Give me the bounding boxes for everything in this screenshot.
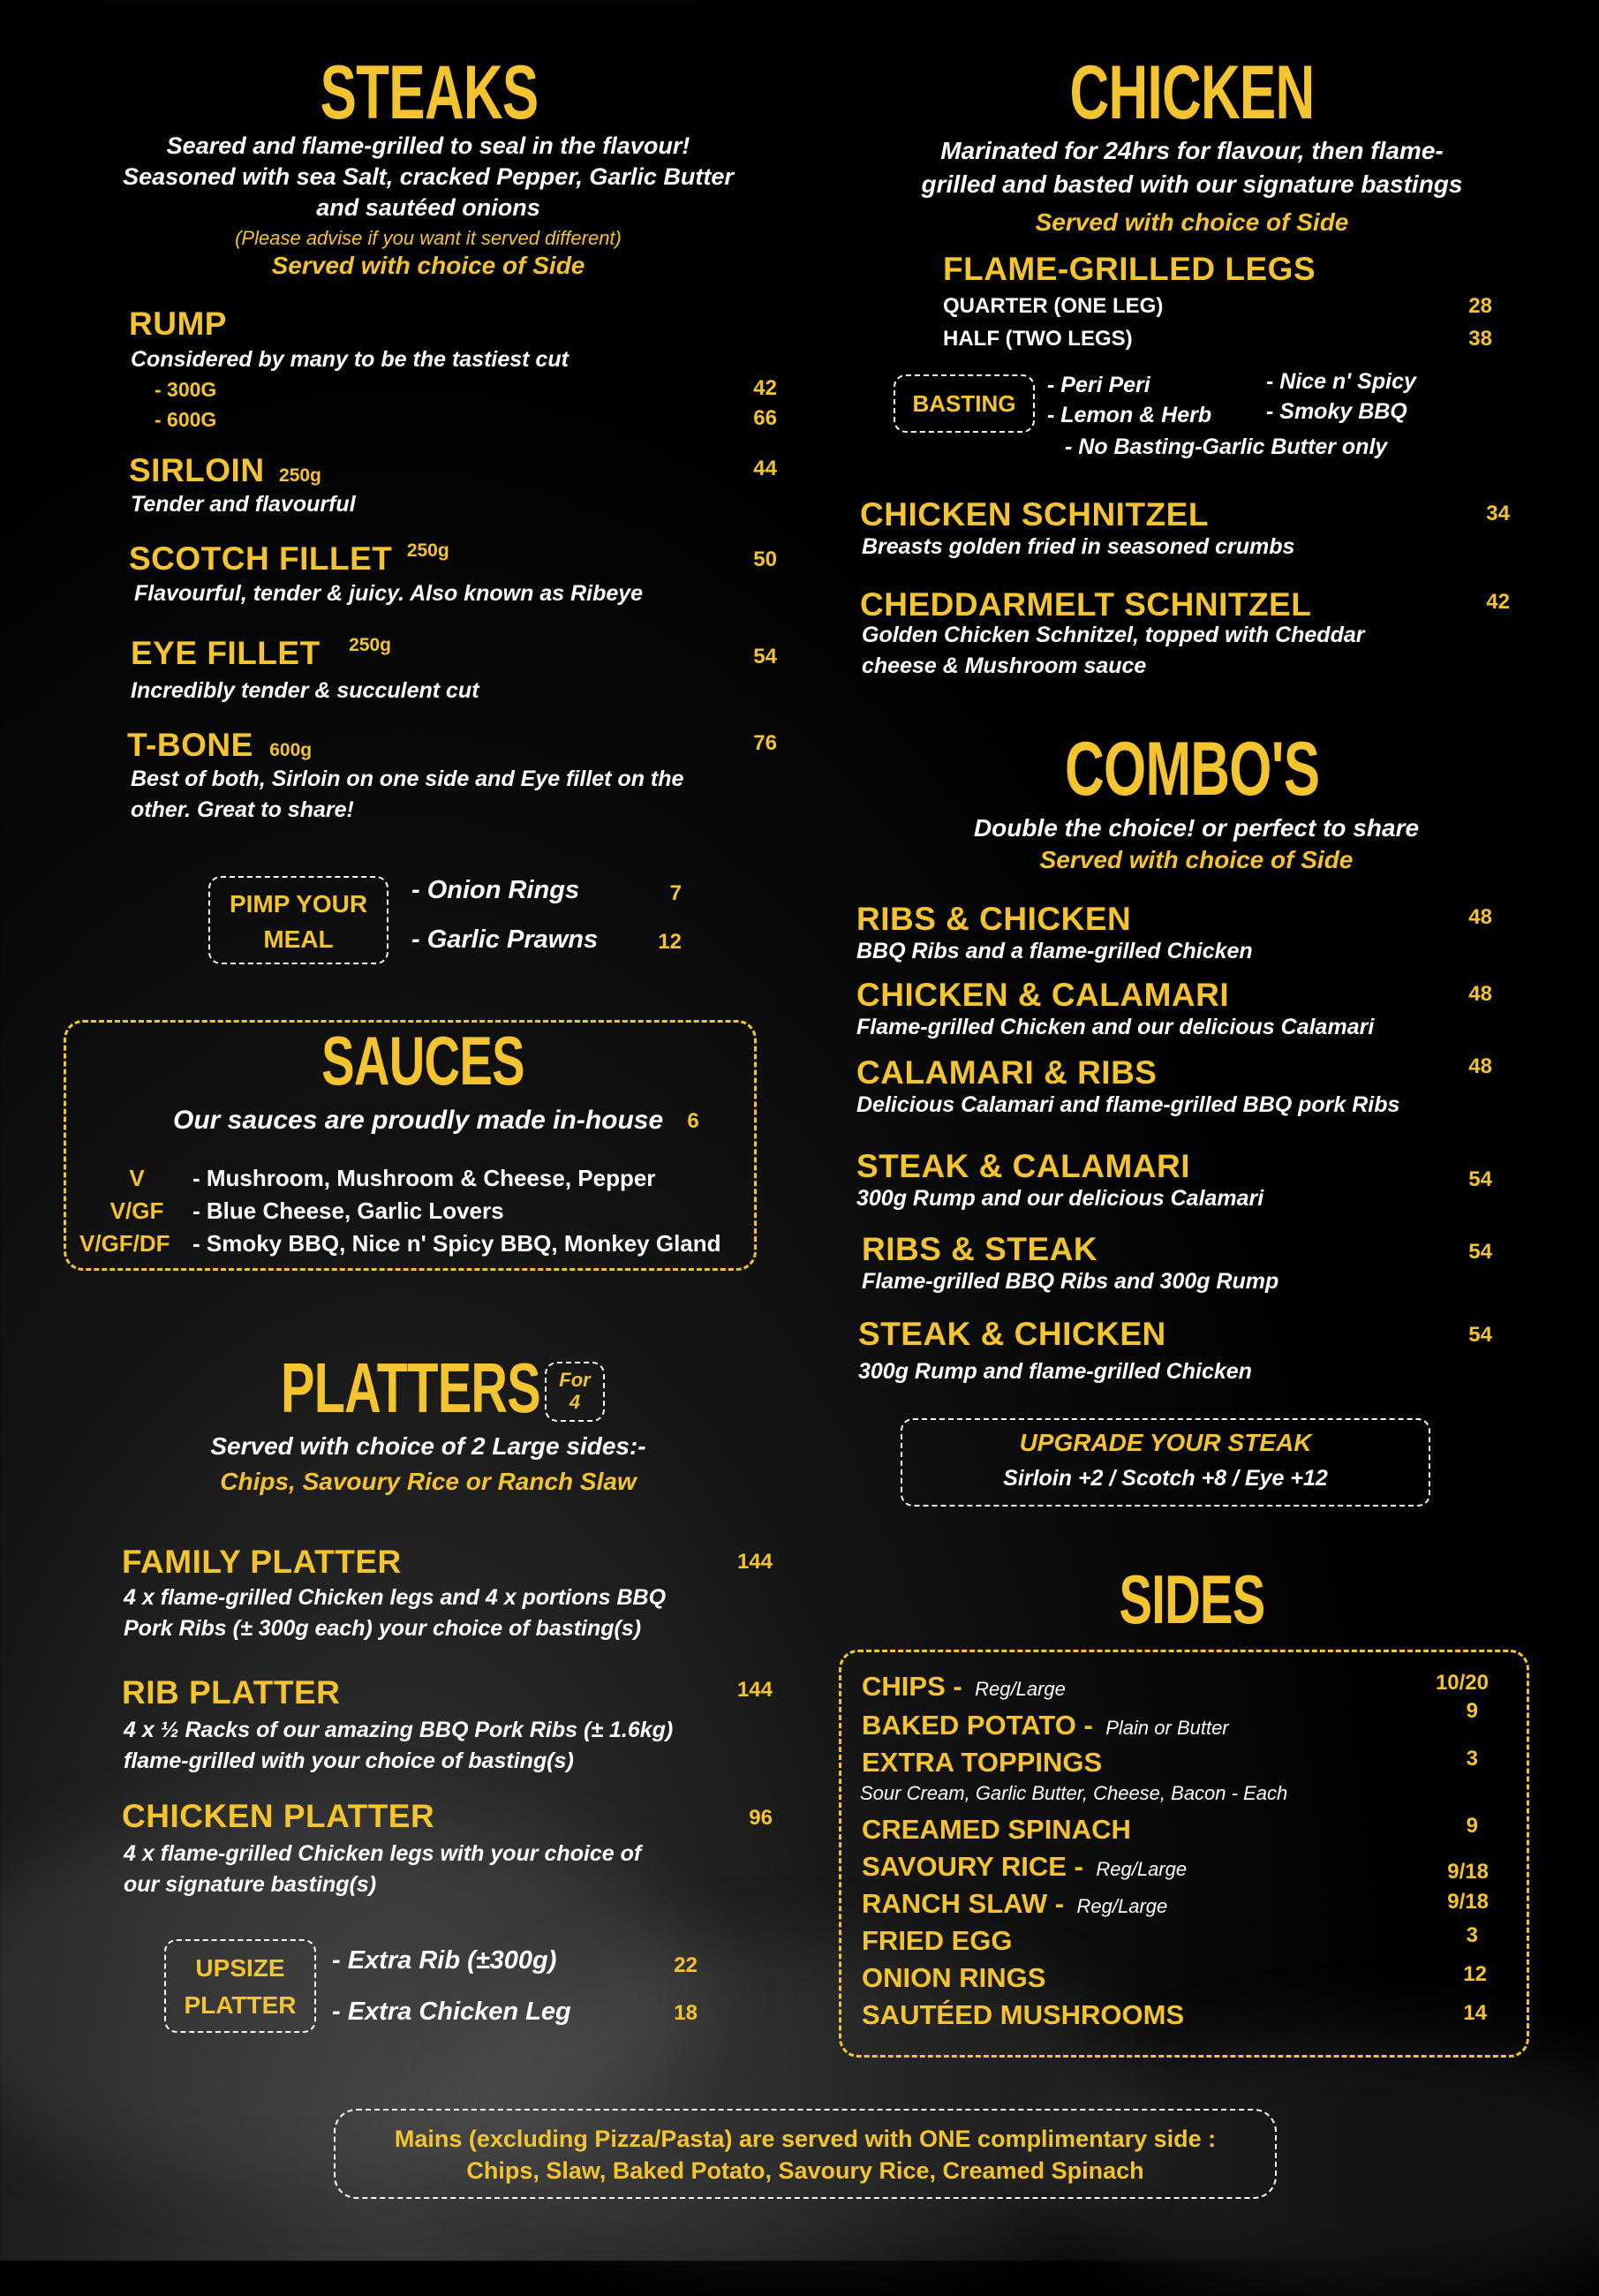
combo-item <box>856 1148 1263 1212</box>
desc-line: 4 x ½ Racks of our amazing BBQ Pork Ribs (± 1.6kg) <box>124 1718 674 1742</box>
sauces-price: 6 <box>687 1109 699 1133</box>
combo-desc: 300g Rump and our delicious Calamari <box>856 1186 1264 1211</box>
steaks-side: Served with choice of Side <box>271 252 585 279</box>
side-item <box>862 1710 1229 1741</box>
footer-box <box>334 2109 1277 2199</box>
desc-line: flame-grilled with your choice of basting(s) <box>124 1748 574 1773</box>
combo-item <box>858 1316 1252 1385</box>
sauces-intro: Our sauces are proudly made in-house <box>173 1106 664 1135</box>
rib-platter-desc <box>124 1715 673 1777</box>
combos-side: Served with choice of Side <box>1039 846 1354 873</box>
tbone-desc-line: Best of both, Sirloin on one side and Eye fillet on the <box>131 767 684 791</box>
combo-item <box>856 1054 1399 1118</box>
legs-quarter: QUARTER (ONE LEG) <box>943 294 1164 318</box>
chicken-platter-desc <box>124 1839 641 1900</box>
combo-item <box>862 1231 1278 1295</box>
basting-box <box>894 374 1035 433</box>
upsize-item: - Extra Chicken Leg <box>332 1998 571 2026</box>
eye-price: 54 <box>753 645 777 668</box>
chicken-intro-line: grilled and basted with our signature bastings <box>921 170 1463 198</box>
side-name: SAVOURY RICE - <box>862 1851 1083 1882</box>
combo-price: 54 <box>1468 1240 1492 1264</box>
cheddarmelt-price: 42 <box>1486 590 1510 614</box>
steaks-intro-line: and sautéed onions <box>316 194 540 221</box>
side-item <box>862 1671 1066 1703</box>
rump-option: - 300G <box>155 378 217 401</box>
pimp-label: MEAL <box>263 925 334 953</box>
combo-price: 54 <box>1468 1323 1492 1347</box>
side-item <box>862 1962 1045 1994</box>
tbone-header <box>127 727 312 764</box>
family-platter-name: FAMILY PLATTER <box>122 1544 402 1580</box>
scotch-desc: Flavourful, tender & juicy. Also known as Ribeye <box>134 581 644 606</box>
pimp-your-meal-box <box>208 876 388 964</box>
basting-option: - No Basting-Garlic Butter only <box>1065 434 1388 459</box>
cheddarmelt-name: CHEDDARMELT SCHNITZEL <box>860 586 1312 623</box>
combo-desc: BBQ Ribs and a flame-grilled Chicken <box>856 939 1253 963</box>
badge-text: 4 <box>569 1391 581 1413</box>
combo-name: STEAK & CALAMARI <box>856 1148 1190 1184</box>
legs-half: HALF (TWO LEGS) <box>943 327 1133 351</box>
combo-name: RIBS & CHICKEN <box>856 901 1132 937</box>
upsize-platter-box <box>164 1939 316 2033</box>
combo-price: 48 <box>1468 982 1492 1006</box>
upsize-label: PLATTER <box>184 1991 297 2019</box>
combo-item <box>856 901 1253 964</box>
for-four-badge <box>545 1362 605 1422</box>
rib-platter-price: 144 <box>736 1678 773 1702</box>
side-name: EXTRA TOPPINGS <box>862 1747 1103 1778</box>
chicken-intro-line: Marinated for 24hrs for flavour, then flame- <box>940 137 1444 164</box>
footer-line: Mains (excluding Pizza/Pasta) are served with ONE complimentary side : <box>394 2126 1217 2152</box>
side-price: 9/18 <box>1447 1860 1489 1884</box>
side-note: Reg/Large <box>1076 1895 1168 1917</box>
side-item <box>862 1747 1102 1779</box>
side-price: 3 <box>1466 1747 1478 1771</box>
combos-heading: COMBO'S <box>1065 727 1320 812</box>
upgrade-title: UPGRADE YOUR STEAK <box>1019 1429 1312 1456</box>
upsize-label: UPSIZE <box>195 1954 285 1982</box>
tbone-price: 76 <box>753 731 777 755</box>
side-name: SAUTÉED MUSHROOMS <box>862 1999 1185 2030</box>
rump-price: 42 <box>753 376 777 400</box>
platters-sides: Chips, Savoury Rice or Ranch Slaw <box>220 1468 637 1495</box>
side-name: RANCH SLAW - <box>862 1888 1065 1919</box>
combo-name: RIBS & STEAK <box>862 1231 1098 1267</box>
rump-desc: Considered by many to be the tastiest cut <box>131 347 569 372</box>
side-item <box>862 1851 1187 1883</box>
side-price: 9 <box>1466 1699 1478 1723</box>
chicken-side: Served with choice of Side <box>1035 208 1349 236</box>
sirloin-desc: Tender and flavourful <box>131 492 356 517</box>
sauces-heading: SAUCES <box>321 1022 524 1099</box>
desc-line: Pork Ribs (± 300g each) your choice of basting(s) <box>124 1616 642 1641</box>
sirloin-weight: 250g <box>279 465 321 486</box>
side-note: Reg/Large <box>975 1678 1066 1700</box>
schnitzel-desc: Breasts golden fried in seasoned crumbs <box>862 534 1295 559</box>
desc-line: 4 x flame-grilled Chicken legs with your choice of <box>124 1841 642 1866</box>
combo-price: 48 <box>1468 1054 1492 1078</box>
rump-name: RUMP <box>129 306 227 342</box>
rump-option: - 600G <box>155 408 217 431</box>
combo-price: 48 <box>1468 905 1492 929</box>
side-name: ONION RINGS <box>862 1962 1046 1993</box>
pimp-label: PIMP YOUR <box>229 890 368 918</box>
pimp-item: - Onion Rings <box>411 876 580 904</box>
scotch-price: 50 <box>753 548 777 571</box>
schnitzel-name: CHICKEN SCHNITZEL <box>860 496 1209 532</box>
sides-heading: SIDES <box>1119 1560 1265 1638</box>
sauce-text: - Mushroom, Mushroom & Cheese, Pepper <box>192 1165 656 1191</box>
tbone-weight: 600g <box>269 740 313 760</box>
side-item <box>862 1999 1184 2031</box>
side-note: Reg/Large <box>1096 1858 1188 1880</box>
family-platter-desc <box>124 1582 666 1644</box>
sauce-text: - Blue Cheese, Garlic Lovers <box>192 1197 504 1224</box>
sauce-text: - Smoky BBQ, Nice n' Spicy BBQ, Monkey Gland <box>192 1230 721 1257</box>
side-note: Plain or Butter <box>1105 1717 1229 1739</box>
tbone-desc-line: other. Great to share! <box>131 797 354 822</box>
scotch-header <box>129 540 449 578</box>
side-item <box>862 1814 1131 1846</box>
pimp-item: - Garlic Prawns <box>411 925 599 954</box>
sauce-tag: V/GF <box>109 1197 164 1224</box>
upsize-item: - Extra Rib (±300g) <box>332 1946 557 1975</box>
desc-line: cheese & Mushroom sauce <box>862 653 1147 678</box>
chicken-platter-price: 96 <box>749 1806 773 1830</box>
combo-name: CHICKEN & CALAMARI <box>856 977 1230 1013</box>
side-name: CHIPS - <box>862 1671 962 1702</box>
side-price: 9 <box>1466 1814 1478 1838</box>
combo-desc: Delicious Calamari and flame-grilled BBQ pork Ribs <box>856 1092 1400 1117</box>
sirloin-header <box>129 452 321 489</box>
scotch-name: SCOTCH FILLET <box>129 540 393 577</box>
legs-name: FLAME-GRILLED LEGS <box>943 251 1316 287</box>
side-price: 9/18 <box>1447 1890 1489 1914</box>
combo-name: STEAK & CHICKEN <box>858 1316 1166 1352</box>
sauce-tag: V/GF/DF <box>79 1230 170 1257</box>
scotch-weight: 250g <box>406 540 449 561</box>
schnitzel-price: 34 <box>1486 502 1510 525</box>
basting-option: - Lemon & Herb <box>1047 403 1212 427</box>
footer-line: Chips, Slaw, Baked Potato, Savoury Rice, Creamed Spinach <box>466 2157 1144 2184</box>
chicken-heading: CHICKEN <box>1069 50 1315 135</box>
side-name: CREAMED SPINACH <box>862 1814 1131 1845</box>
eye-weight: 250g <box>349 635 392 655</box>
steaks-intro-line: Seared and flame-grilled to seal in the flavour! <box>166 132 690 159</box>
basting-option: - Smoky BBQ <box>1266 399 1407 424</box>
upsize-price: 18 <box>674 2001 698 2025</box>
basting-option: - Peri Peri <box>1047 373 1150 397</box>
legs-half-price: 38 <box>1468 327 1492 351</box>
side-price: 14 <box>1463 2001 1487 2025</box>
sirloin-price: 44 <box>753 457 777 480</box>
pimp-price: 12 <box>658 930 682 954</box>
upgrade-text: Sirloin +2 / Scotch +8 / Eye +12 <box>1003 1466 1328 1491</box>
side-name: BAKED POTATO - <box>862 1710 1093 1741</box>
steaks-note: (Please advise if you want it served different) <box>235 227 622 249</box>
tbone-desc <box>131 764 683 826</box>
basting-label: BASTING <box>912 390 1016 417</box>
side-price: 12 <box>1463 1962 1487 1986</box>
steaks-heading: STEAKS <box>320 50 539 135</box>
chicken-platter-name: CHICKEN PLATTER <box>122 1798 435 1834</box>
eye-name: EYE FILLET <box>131 635 321 671</box>
sauce-tag: V <box>129 1165 145 1191</box>
side-price: 10/20 <box>1435 1671 1489 1695</box>
combo-price: 54 <box>1468 1167 1492 1191</box>
cheddarmelt-desc <box>862 620 1364 682</box>
chicken-intro <box>856 134 1527 201</box>
platters-heading: PLATTERS <box>281 1348 540 1427</box>
steaks-intro-line: Seasoned with sea Salt, cracked Pepper, Garlic Butter <box>123 163 734 190</box>
side-name: FRIED EGG <box>862 1925 1013 1956</box>
eye-desc: Incredibly tender & succulent cut <box>131 678 479 703</box>
side-item <box>862 1888 1167 1920</box>
rump-price: 66 <box>753 406 777 430</box>
platters-intro: Served with choice of 2 Large sides:- <box>210 1432 646 1460</box>
combo-name: CALAMARI & RIBS <box>856 1054 1158 1091</box>
rib-platter-name: RIB PLATTER <box>122 1674 341 1711</box>
badge-text: For <box>559 1369 591 1391</box>
combo-desc: 300g Rump and flame-grilled Chicken <box>858 1359 1252 1384</box>
basting-option: - Nice n' Spicy <box>1266 369 1416 394</box>
tbone-name: T-BONE <box>127 727 253 763</box>
combo-item <box>856 977 1374 1040</box>
toppings-note: Sour Cream, Garlic Butter, Cheese, Bacon - Each <box>860 1782 1288 1804</box>
sirloin-name: SIRLOIN <box>129 452 265 488</box>
upgrade-steak-box <box>901 1418 1430 1507</box>
side-price: 3 <box>1466 1923 1478 1947</box>
legs-quarter-price: 28 <box>1468 294 1492 318</box>
family-platter-price: 144 <box>736 1550 773 1574</box>
desc-line: our signature basting(s) <box>124 1872 377 1897</box>
desc-line: Golden Chicken Schnitzel, topped with Cheddar <box>862 623 1365 647</box>
upsize-price: 22 <box>674 1953 698 1977</box>
combo-desc: Flame-grilled BBQ Ribs and 300g Rump <box>862 1269 1279 1294</box>
combo-desc: Flame-grilled Chicken and our delicious Calamari <box>856 1015 1375 1039</box>
eye-header <box>131 635 391 672</box>
steaks-intro <box>88 131 768 223</box>
combos-intro: Double the choice! or perfect to share <box>973 814 1420 842</box>
desc-line: 4 x flame-grilled Chicken legs and 4 x portions BBQ <box>124 1585 667 1610</box>
side-item <box>862 1925 1013 1957</box>
pimp-price: 7 <box>669 881 682 905</box>
